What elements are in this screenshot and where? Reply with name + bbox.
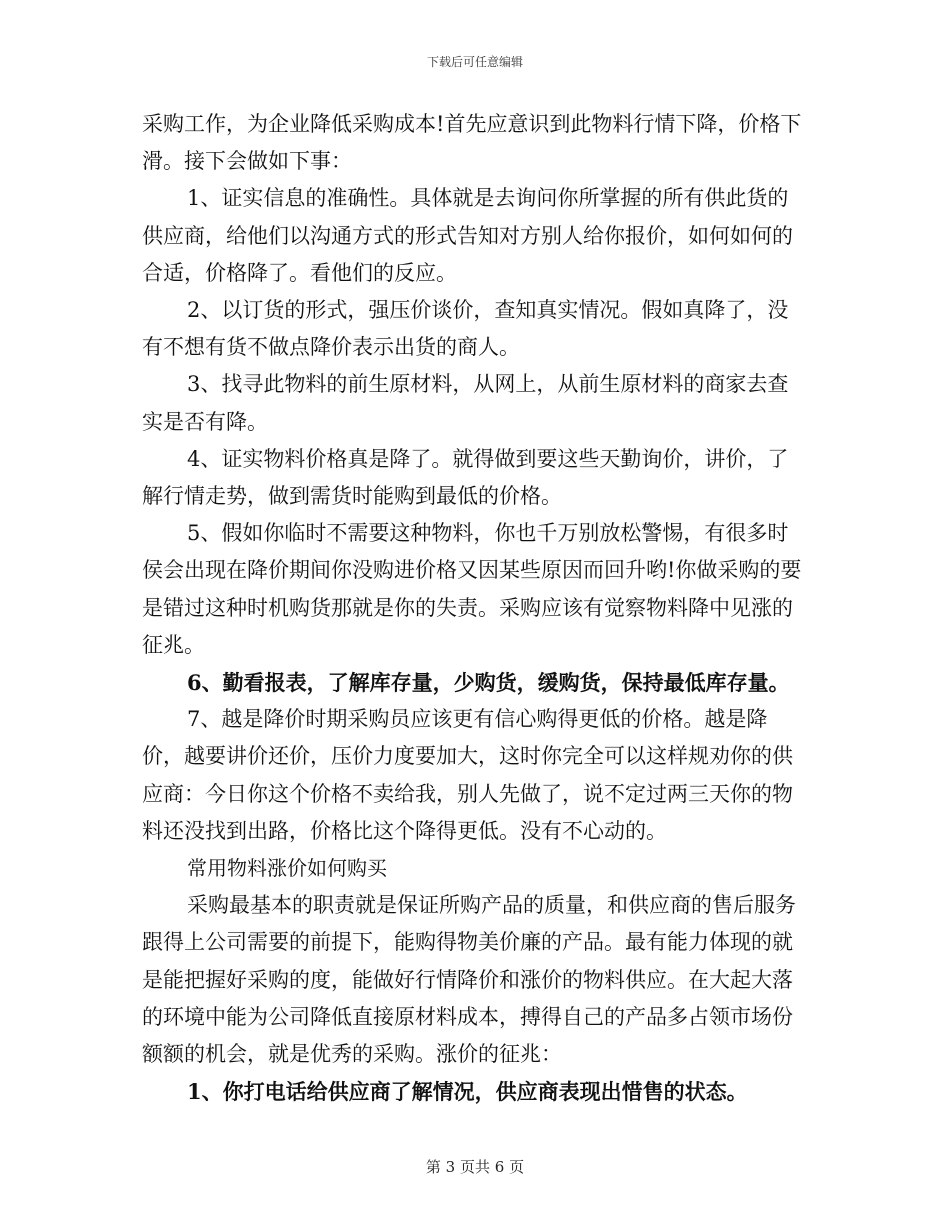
paragraph-item-2: 2、以订货的形式，强压价谈价，查知真实情况。假如真降了，没有不想有货不做点降价表示出货的商人。 [142,298,789,360]
paragraph-intro: 采购工作，为企业降低采购成本!首先应意识到此物料行情下降，价格下滑。接下会做如下事： [142,112,802,174]
paragraph-section-body: 采购最基本的职责就是保证所购产品的质量，和供应商的售后服务跟得上公司需要的前提下，能购得物美价廉的产品。最有能力体现的就是能把握好采购的度，能做好行情降价和涨价的物料供应。在大起大落的环境中能为公司降低直接原材料成本，搏得自己的产品多占领市场份额额的机会，就是优秀的采购。涨价的征兆： [142,893,796,1067]
page-number-footer: 第 3 页共 6 页 [425,1158,525,1176]
document-body [142,106,808,1110]
paragraph-item-6-bold: 6、勤看报表，了解库存量，少购货，缓购货，保持最低库存量。 [187,670,790,696]
paragraph-item-4: 4、证实物料价格真是降了。就得做到要这些天勤询价，讲价，了解行情走势，做到需货时能购到最低的价格。 [142,446,789,509]
paragraph-sign-1-bold: 1、你打电话给供应商了解情况，供应商表现出惜售的状态。 [187,1079,748,1105]
paragraph-item-1: 1、证实信息的准确性。具体就是去询问你所掌握的所有供此货的供应商，给他们以沟通方式的形式告知对方别人给你报价，如何如何的合适，价格降了。看他们的反应。 [142,186,793,285]
page-header-note: 下载后可任意编辑 [426,55,523,69]
paragraph-item-5: 5、假如你临时不需要这种物料，你也千万别放松警惕，有很多时侯会出现在降价期间你没购进价格又因某些原因而回升哟!你做采购的要是错过这种时机购货那就是你的失责。采购应该有觉察物料降中见涨的征兆。 [142,521,802,657]
section-heading: 常用物料涨价如何购买 [187,856,387,881]
paragraph-item-3: 3、找寻此物料的前生原材料，从网上，从前生原材料的商家去查实是否有降。 [142,372,789,434]
paragraph-item-7: 7、越是降价时期采购员应该更有信心购得更低的价格。越是降价，越要讲价还价，压价力度要加大，这时你完全可以这样规劝你的供应商：今日你这个价格不卖给我，别人先做了，说不定过两三天你的物料还没找到出路，价格比这个降得更低。没有不心动的。 [142,707,793,843]
